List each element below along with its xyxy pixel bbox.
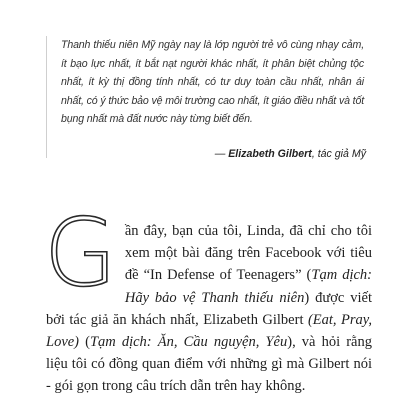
body-text-translation-2: Tạm dịch: Ăn, Cầu nguyện, Yêu xyxy=(89,334,288,351)
epigraph-attribution xyxy=(215,148,366,160)
epigraph-block xyxy=(46,36,364,158)
body-text-part-7: ), và hỏi rằng liệu tôi có đồng quan điểm với những gì mà Gilbert nói - gói gọn trong câu trích dẫn trên hay không. xyxy=(46,334,372,395)
epigraph-quote: Thanh thiếu niên Mỹ ngày nay là lớp người trẻ vô cùng nhạy cảm, ít bạo lực nhất, ít bắt nạt người khác nhất, ít phân biệt chủng tộc nhất, ít kỳ thị đồng tính nhất, có tư duy toàn cầu nhất, nhân ái nhất, có ý thức bảo vệ môi trường cao nhất, ít giáo điều nhất và tốt bụng nhất mà đất nước này từng biết đến. xyxy=(61,39,364,126)
body-text-part-1: ần đây, bạn của tôi, Linda, đã chỉ cho tôi xem một bài đăng trên Facebook với tiêu đề “In Defense of Teenagers” ( xyxy=(124,223,372,284)
body-text-part-3: ) được viết bởi tác giả ăn khách nhất, Elizabeth Gilbert xyxy=(46,289,372,328)
body-text-part-5: ( xyxy=(79,334,90,351)
attribution-author: Elizabeth Gilbert xyxy=(228,148,312,160)
body-text-book-title: (Eat, Pray, Love) xyxy=(46,311,372,351)
body-paragraph xyxy=(44,199,372,398)
body-text-translation-1: Tạm dịch: Hãy bảo vệ Thanh thiếu niên xyxy=(124,267,372,306)
attribution-role: , tác giả Mỹ xyxy=(311,148,366,160)
drop-cap: G xyxy=(44,199,117,308)
attribution-dash: — xyxy=(214,148,229,160)
